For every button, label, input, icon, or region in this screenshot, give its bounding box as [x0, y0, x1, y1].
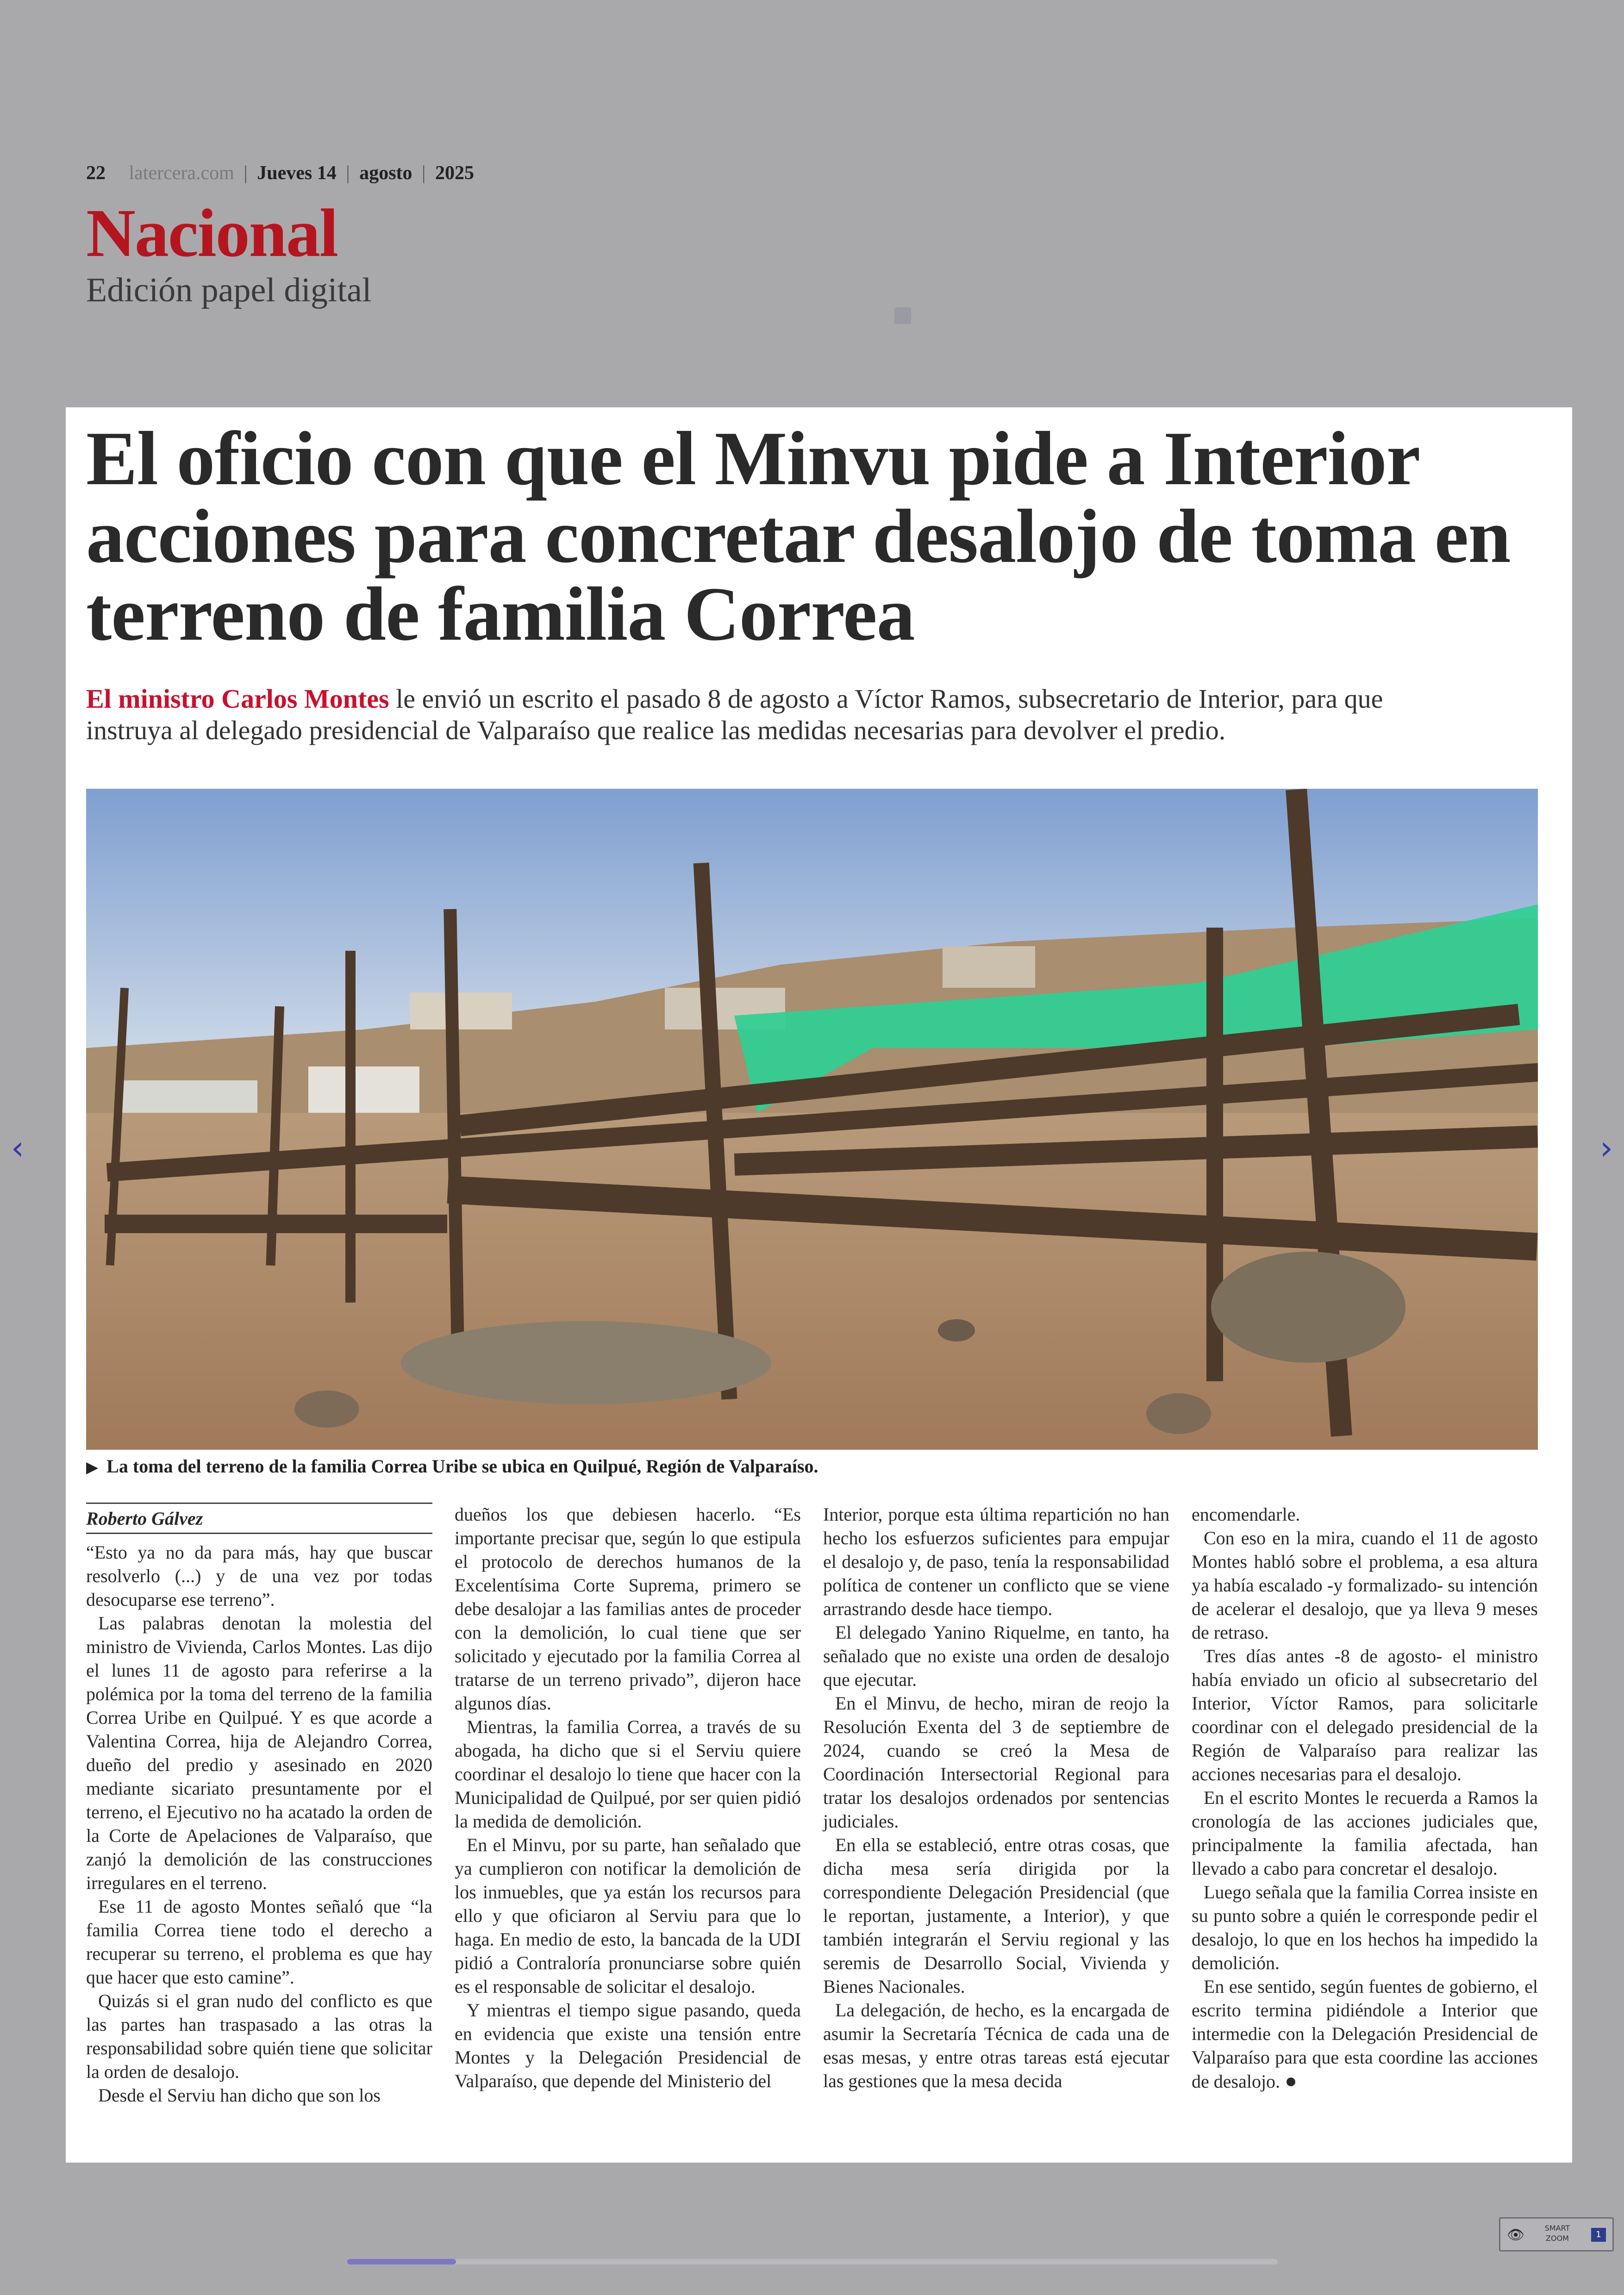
article-page[interactable]: [66, 407, 1572, 2163]
smart-zoom-label: SMART ZOOM: [1544, 2224, 1570, 2243]
column-3: [823, 1503, 1169, 2093]
paragraph: Con eso en la mira, cuando el 11 de agosto Montes habló sobre el problema, a esa altura ya había escalado -y formalizado- su intención de acelerar el desalojo, que ya lleva 9 meses de retraso.: [1192, 1528, 1538, 1643]
page-progress-bar[interactable]: [347, 2259, 1278, 2264]
paragraph: En el Minvu, de hecho, miran de reojo la Resolución Exenta del 3 de septiembre de 2024, cuando se creó la Mesa de Coordinación Intersectorial Regional para tratar los desalojos ordenados por sentencias judiciales.: [823, 1693, 1169, 1832]
paragraph: Luego señala que la familia Correa insiste en su punto sobre a quién le corresponde pedir el desalojo, lo que en los hechos ha impedido la demolición.: [1192, 1882, 1538, 1973]
date-year: 2025: [435, 162, 474, 184]
paragraph: [1192, 1975, 1538, 2093]
page-number: 22: [86, 162, 106, 184]
next-page-button[interactable]: [1593, 1129, 1620, 1166]
paragraph: En ella se estableció, entre otras cosas, que dicha mesa sería dirigida por la correspondiente Delegación Presidencial (que le reportan, justamente, a Interior), y que también integrarán el Serviu regional y las seremis de Desarrollo Social, Vivienda y Bienes Nacionales.: [823, 1834, 1169, 1997]
paragraph: “Esto ya no da para más, hay que buscar resolverlo (...) y de una vez por todas desocuparse ese terreno”.: [86, 1542, 432, 1610]
paragraph: Interior, porque esta última repartición no han hecho los esfuerzos suficientes para empujar el desalojo y, de paso, tenía la responsabilidad política de contener un conflicto que se viene arrastrando desde hace tiempo.: [823, 1504, 1169, 1619]
article-body: [86, 1503, 1538, 2146]
date-day: Jueves 14: [257, 162, 337, 184]
article-deck: [86, 683, 1475, 746]
deck-text: le envió un escrito el pasado 8 de agosto a Víctor Ramos, subsecretario de Interior, para que instruya al delegado presidencial de Valparaíso que realice las medidas necesarias para devolver el predio.: [86, 684, 1383, 745]
eye-icon: 👁: [1507, 2227, 1525, 2243]
paragraph: Quizás si el gran nudo del conflicto es que las partes han traspasado a las otras la responsabilidad sobre quién tiene que solicitar la orden de desalojo.: [86, 1990, 432, 2082]
chevron-left-icon: ‹: [11, 1129, 24, 1167]
deck-lead: El ministro Carlos Montes: [86, 684, 389, 714]
paragraph: Desde el Serviu han dicho que son los: [98, 2085, 381, 2106]
paragraph: Y mientras el tiempo sigue pasando, queda en evidencia que existe una tensión entre Montes y la Delegación Presidencial de Valparaíso, que depende del Ministerio del: [455, 2000, 801, 2091]
separator: |: [244, 162, 248, 184]
smart-zoom-badge: 1: [1591, 2228, 1606, 2242]
chevron-right-icon: ›: [1600, 1129, 1613, 1167]
article-photo: [86, 789, 1538, 1450]
paragraph: Ese 11 de agosto Montes señaló que “la familia Correa tiene todo el derecho a recuperar su terreno, el problema es que hay que hacer que esto camine”.: [86, 1896, 432, 1988]
separator: |: [346, 162, 350, 184]
column-2: [455, 1503, 801, 2093]
byline: Roberto Gálvez: [86, 1503, 432, 1534]
smart-zoom-button[interactable]: [1499, 2217, 1614, 2251]
paragraph: Mientras, la familia Correa, a través de su abogada, ha dicho que si el Serviu quiere coordinar el desalojo lo tiene que hacer con la Municipalidad de Quilpué, por ser quien pidió la medida de demolición.: [455, 1716, 801, 1832]
paragraph: En el Minvu, por su parte, han señalado que ya cumplieron con notificar la demolición de los inmuebles, que ya están los recursos para ello y que oficiaron al Serviu para que lo haga. En medio de esto, la bancada de la UDI pidió a Contraloría pronunciarse sobre quién es el responsable de solicitar el desalojo.: [455, 1834, 801, 1997]
page-marker-icon: [894, 307, 911, 324]
site-name: latercera.com: [129, 162, 234, 184]
paragraph: Tres días antes -8 de agosto- el ministro había enviado un oficio al subsecretario del Interior, Víctor Ramos, para solicitarle coordinar con el delegado presidencial de la Región de Valparaíso para realizar las acciones necesarias para el desalojo.: [1192, 1646, 1538, 1784]
section-title: Nacional: [86, 195, 338, 271]
paragraph-text: En ese sentido, según fuentes de gobierno, el escrito termina pidiéndole a Interior que intermedie con la Delegación Presidencial de Valparaíso para que esta coordine las acciones de desalojo.: [1192, 1976, 1538, 2092]
paragraph: En el escrito Montes le recuerda a Ramos la cronología de las acciones judiciales que, principalmente la familia afectada, han llevado a cabo para concretar el desalojo.: [1192, 1787, 1538, 1879]
column-1: [86, 1503, 432, 2107]
paragraph: La delegación, de hecho, es la encargada de asumir la Secretaría Técnica de cada una de esas mesas, y entre otras tareas está ejecutar las gestiones que la mesa decida: [823, 2000, 1169, 2091]
caption-triangle-icon: ▶: [86, 1459, 99, 1476]
photo-caption: [86, 1455, 1521, 1477]
masthead-line: [86, 162, 474, 184]
end-mark-icon: ●: [1285, 2070, 1297, 2092]
date-month: agosto: [359, 162, 412, 184]
photo-illustration: [86, 789, 1538, 1450]
paragraph: dueños los que debiesen hacerlo. “Es importante precisar que, según lo que estipula el protocolo de derechos humanos de la Excelentísima Corte Suprema, primero se debe desalojar a las familias antes de proceder con la demolición, lo cual tiene que ser solicitado y ejecutado por la familia Correa al tratarse de un terreno privado”, dijeron hace algunos días.: [455, 1504, 801, 1714]
paragraph: encomendarle.: [1192, 1504, 1300, 1525]
paragraph: Las palabras denotan la molestia del ministro de Vivienda, Carlos Montes. Las dijo el lunes 11 de agosto para referirse a la polémica por la toma del terreno de la familia Correa Uribe en Quilpué. Y es que acorde a Valentina Correa, hija de Alejandro Correa, dueño del predio y asesinado en 2020 mediante sicariato presuntamente por el terreno, el Ejecutivo no ha acatado la orden de la Corte de Apelaciones de Valparaíso, que zanjó la demolición de las construcciones irregulares en el terreno.: [86, 1613, 432, 1893]
page-progress-fill: [347, 2259, 456, 2264]
article-headline: El oficio con que el Minvu pide a Interior acciones para concretar desalojo de toma en terreno de familia Correa: [86, 416, 1511, 656]
separator: |: [422, 162, 426, 184]
column-4: [1192, 1503, 1538, 2093]
previous-page-button[interactable]: [4, 1129, 31, 1166]
paragraph: El delegado Yanino Riquelme, en tanto, ha señalado que no existe una orden de desalojo que ejecutar.: [823, 1622, 1169, 1690]
edition-label: Edición papel digital: [86, 271, 372, 309]
caption-text: La toma del terreno de la familia Correa Uribe se ubica en Quilpué, Región de Valparaíso.: [106, 1456, 818, 1477]
